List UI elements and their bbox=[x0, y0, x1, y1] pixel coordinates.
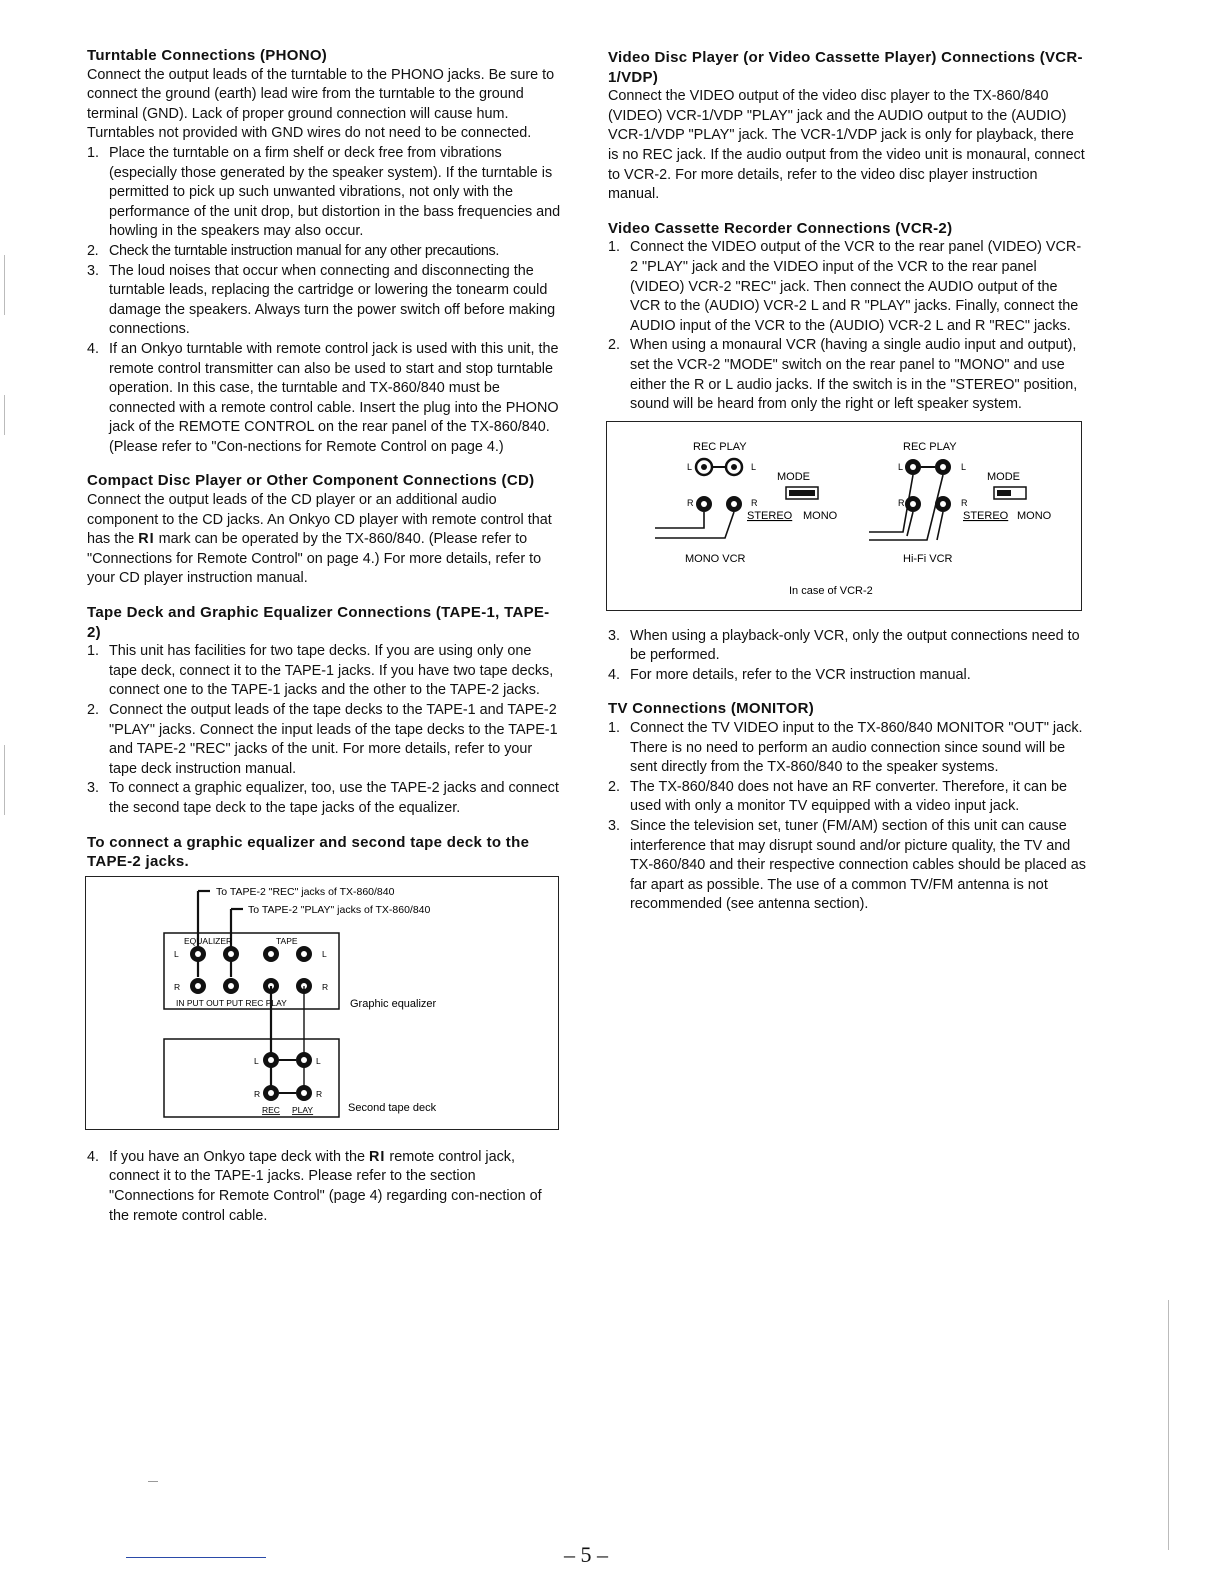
vdp-heading: Video Disc Player (or Video Cassette Player) Connections (VCR-1/VDP) bbox=[608, 49, 1083, 86]
item-number: 3. bbox=[87, 780, 100, 797]
list-item bbox=[87, 242, 563, 262]
item-number: 1. bbox=[608, 239, 621, 256]
turntable-heading: Turntable Connections (PHONO) bbox=[87, 47, 328, 64]
item-text-a: If you have an Onkyo tape deck with the bbox=[109, 1148, 365, 1165]
l-label: L bbox=[174, 948, 179, 959]
turntable-section bbox=[87, 46, 563, 457]
item-number: 1. bbox=[608, 720, 621, 737]
eq-jacks bbox=[190, 946, 312, 994]
item-text: To connect a graphic equalizer, too, use the TAPE-2 jacks and connect the second tape deck to the tape jacks of the equalizer. bbox=[109, 780, 559, 816]
vcr-diagram-svg bbox=[607, 422, 1081, 610]
vcr-section bbox=[608, 219, 1086, 686]
item-number: 2. bbox=[608, 337, 621, 354]
cd-text bbox=[87, 491, 563, 589]
r-label: R bbox=[898, 497, 905, 508]
eq-diagram-svg bbox=[86, 877, 558, 1129]
r-label: R bbox=[174, 981, 181, 992]
list-item bbox=[87, 144, 563, 242]
turntable-list bbox=[87, 144, 563, 458]
item-text: If an Onkyo turntable with remote control jack is used with this unit, the remote control transmitter can also be used to start and stop turntable operation. In this case, the turntable and TX-860/840 must be connected with a remote control cable. Insert the plug into the PHONO jack of the REMOTE CONTROL on the rear panel of the TX-860/840. (Please refer to "Con-nections for Remote Control on page 4.) bbox=[109, 340, 559, 455]
tape-list-cont bbox=[87, 1148, 563, 1226]
tv-section bbox=[608, 699, 1086, 915]
list-item bbox=[87, 262, 563, 340]
list-item bbox=[87, 642, 563, 701]
eq-diagram bbox=[85, 876, 559, 1130]
l-label: L bbox=[687, 461, 693, 472]
scan-edge-mark bbox=[4, 395, 5, 435]
left-column bbox=[87, 46, 563, 1226]
item-number: 2. bbox=[608, 778, 621, 795]
mode-label: MODE bbox=[777, 470, 810, 483]
item-text: Connect the TV VIDEO input to the TX-860/840 MONITOR "OUT" jack. There is no need to perform an audio connection since sound will be sent directly from the TX-860/840 to the speaker systems. bbox=[630, 720, 1083, 776]
tape-list bbox=[87, 642, 563, 818]
equalizer-label: EQUALIZER bbox=[184, 935, 233, 946]
rec-play-label: REC PLAY bbox=[903, 440, 957, 453]
right-column bbox=[608, 48, 1086, 929]
vdp-section bbox=[608, 48, 1086, 205]
r-label: R bbox=[316, 1088, 323, 1099]
vcr-list-cont bbox=[608, 627, 1086, 686]
tape-heading: Tape Deck and Graphic Equalizer Connections (TAPE-1, TAPE-2) bbox=[87, 604, 550, 641]
list-item bbox=[608, 238, 1086, 336]
r-label: R bbox=[322, 981, 329, 992]
vdp-text: Connect the VIDEO output of the video disc player to the TX-860/840 (VIDEO) VCR-1/VDP "PLAY" jack and the AUDIO output to the (AUDIO) VCR-1/VDP "PLAY" jack. The VCR-1/VDP jack is only for playback, there is no REC jack. If the audio output from the video unit is monaural, connect to VCR-2. For more details, refer to the video disc player instruction manual. bbox=[608, 88, 1085, 203]
scan-edge-mark bbox=[1168, 1300, 1169, 1550]
play-label: PLAY bbox=[292, 1104, 314, 1115]
l-label: L bbox=[316, 1055, 321, 1066]
r-label: R bbox=[751, 497, 758, 508]
cd-text-a: Connect the output leads of the CD player or an additional audio component to the CD jacks. An Onkyo CD player with remote control that has the bbox=[87, 492, 552, 548]
scan-edge-mark bbox=[4, 255, 5, 315]
item-text: Check the turntable instruction manual for any other precautions. bbox=[109, 242, 500, 259]
page-number: – 5 – bbox=[564, 1542, 608, 1567]
item-text: For more details, refer to the VCR instruction manual. bbox=[630, 666, 971, 683]
footer-rule bbox=[126, 1557, 266, 1558]
vcr-heading: Video Cassette Recorder Connections (VCR-2) bbox=[608, 219, 953, 237]
eq-heading: To connect a graphic equalizer and second tape deck to the TAPE-2 jacks. bbox=[87, 833, 530, 871]
r-label: R bbox=[254, 1088, 261, 1099]
rec-play-label: REC PLAY bbox=[693, 440, 747, 453]
item-text: Connect the output leads of the tape decks to the TAPE-1 and TAPE-2 "PLAY" jacks. Connect the input leads of the tape decks to the TAPE-1 and TAPE-2 "REC" jacks of the unit. For more details, refer to your tape deck instruction manual. bbox=[109, 702, 558, 777]
mode-label: MODE bbox=[987, 470, 1020, 483]
list-item bbox=[608, 817, 1086, 915]
tv-list bbox=[608, 719, 1086, 915]
list-item bbox=[87, 701, 563, 779]
to-play-label: To TAPE-2 "PLAY" jacks of TX-860/840 bbox=[248, 903, 431, 916]
item-number: 4. bbox=[608, 666, 621, 683]
item-number: 3. bbox=[87, 262, 100, 279]
cd-text-b: mark can be operated by the TX-860/840. (Please refer to "Connections for Remote Control" on page 4.) For more details, refer to your CD player instruction manual. bbox=[87, 531, 542, 587]
item-number: 4. bbox=[87, 340, 100, 357]
vcr-caption: In case of VCR-2 bbox=[789, 584, 873, 597]
vcr-diagram bbox=[606, 421, 1082, 611]
l-label: L bbox=[961, 461, 967, 472]
hifi-vcr-label: Hi-Fi VCR bbox=[903, 552, 953, 565]
mono-label: MONO bbox=[1017, 509, 1052, 522]
graphic-eq-label: Graphic equalizer bbox=[350, 997, 437, 1010]
stereo-label: STEREO bbox=[747, 509, 793, 522]
item-number: 1. bbox=[87, 643, 100, 660]
item-number: 2. bbox=[87, 702, 100, 718]
item-text: The loud noises that occur when connecting and disconnecting the turntable leads, replacing the cartridge or lowering the tonearm could damage the speakers. Always turn the power switch off before making connections. bbox=[109, 262, 556, 338]
item-text: When using a playback-only VCR, only the output connections need to be performed. bbox=[630, 627, 1080, 664]
second-deck-label: Second tape deck bbox=[348, 1101, 437, 1114]
list-item bbox=[87, 340, 563, 458]
ri-mark-icon: RI bbox=[138, 531, 155, 548]
item-text: Connect the VIDEO output of the VCR to the rear panel (VIDEO) VCR-2 "PLAY" jack and the VIDEO input of the VCR to the rear panel (VIDEO) VCR-2 "REC" jack. Then connect the AUDIO output of the VCR to the (AUDIO) VCR-2 L and R "PLAY" jacks. Finally, connect the AUDIO input of the VCR to the (AUDIO) VCR-2 L and R "REC" jacks. bbox=[630, 239, 1082, 334]
item-text: When using a monaural VCR (having a single audio input and output), set the VCR-2 "MODE" switch on the rear panel to "MONO" and use either the R or L audio jacks. If the switch is in the "STEREO" position, sound will be heard from only the right or left speaker system. bbox=[630, 337, 1078, 413]
l-label: L bbox=[751, 461, 757, 472]
item-number: 2. bbox=[87, 242, 99, 259]
tape-label: TAPE bbox=[276, 935, 298, 946]
r-label: R bbox=[961, 497, 968, 508]
ri-mark-icon: RI bbox=[369, 1148, 386, 1165]
mono-label: MONO bbox=[803, 509, 838, 522]
list-item bbox=[87, 1148, 563, 1226]
l-label: L bbox=[322, 948, 327, 959]
cd-heading: Compact Disc Player or Other Component Connections (CD) bbox=[87, 472, 535, 490]
tv-heading: TV Connections (MONITOR) bbox=[608, 700, 815, 718]
list-item bbox=[87, 779, 563, 818]
cd-section bbox=[87, 471, 563, 589]
tape-section bbox=[87, 603, 563, 819]
eq-bottom-labels: IN PUT OUT PUT REC PLAY bbox=[176, 997, 287, 1008]
item-text: This unit has facilities for two tape decks. If you are using only one tape deck, connect it to the TAPE-1 jacks. If you have two tape decks, connect one to the TAPE-1 jacks and the other to the TAPE-2 jacks. bbox=[109, 643, 554, 699]
eq-section bbox=[87, 833, 563, 1130]
stereo-label: STEREO bbox=[963, 509, 1009, 522]
item-number: 3. bbox=[608, 818, 621, 835]
list-item bbox=[608, 627, 1086, 666]
item-text-b: remote control jack, connect it to the TAPE-1 jacks. Please refer to the section "Connections for Remote Control" (page 4) regarding con-nection of the remote control cable. bbox=[109, 1148, 542, 1224]
item-text: Since the television set, tuner (FM/AM) section of this unit can cause interference that may disrupt sound and/or picture quality, the TV and TX-860/840 and their respective connection cables should be placed as far apart as possible. The use of a common TV/FM antenna is not recommended (see antenna section). bbox=[630, 818, 1086, 913]
list-item bbox=[608, 778, 1086, 817]
item-number: 4. bbox=[87, 1148, 100, 1165]
mono-vcr-label: MONO VCR bbox=[685, 552, 746, 565]
item-text: Place the turntable on a firm shelf or deck free from vibrations (especially those generated by the speaker system). If the turntable is permitted to pick up such unwanted vibrations, not only with the performance of the unit drop, but distortion in the bass frequencies and howling in the speakers may also occur. bbox=[109, 144, 561, 240]
to-rec-label: To TAPE-2 "REC" jacks of TX-860/840 bbox=[216, 885, 395, 898]
turntable-intro: Connect the output leads of the turntable to the PHONO jacks. Be sure to connect the ground (earth) lead wire from the turntable to the ground terminal (GND). Lack of proper ground connection will cause hum. Turntables not provided with GND wires do not need to be connected. bbox=[87, 66, 555, 142]
vcr-list bbox=[608, 238, 1086, 414]
list-item bbox=[608, 719, 1086, 778]
item-number: 1. bbox=[87, 144, 100, 161]
rec-label: REC bbox=[262, 1104, 280, 1115]
item-text: The TX-860/840 does not have an RF converter. Therefore, it can be used with only a monitor TV equipped with a video input jack. bbox=[630, 778, 1068, 815]
r-label: R bbox=[687, 497, 694, 508]
list-item bbox=[608, 666, 1086, 686]
list-item bbox=[608, 336, 1086, 414]
l-label: L bbox=[898, 461, 904, 472]
item-number: 3. bbox=[608, 627, 621, 644]
stray-mark bbox=[148, 1481, 158, 1482]
scan-edge-mark bbox=[4, 745, 5, 815]
l-label: L bbox=[254, 1055, 259, 1066]
